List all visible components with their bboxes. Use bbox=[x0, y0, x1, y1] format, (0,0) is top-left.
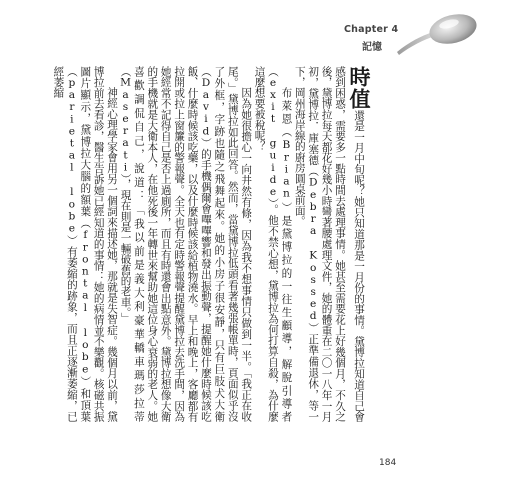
page-number: 184 bbox=[379, 458, 397, 468]
paragraph: 因為她很擔心一向井然有條，因為我不想事情只做到一半。「我正在收尾。」黛博拉如此回答。然而，當黛博拉低頭看著幾張帳單時，頁面似乎沒了外框，字跡也隨之飛舞起來。她的小房子很安靜，只有巨肢犬大衛（David）的手機偶爾會嗶嗶響和發出振動聲，提醒她什麼時候該吃飯、什麼時候該吃藥，以及什麼時候該給植物澆水。早上和晚上，客廳都有拉開或拉上窗簾的警報聲。全天也有定時警報聲提醒黛博拉去洗手間，因為她經常不記得自己是否上過廁所，而且有時還會出點意外。黛博拉想像大衛的手機就是大衛本人，在他死後一年轉世來幫助她這位身心衰弱的老人。她喜歡調侃自己，說道：「我以前是義大利豪華轎車瑪莎拉蒂（Maserati），現在則是一輛破舊的老車。」 bbox=[119, 66, 253, 422]
opening-paragraph bbox=[292, 66, 372, 422]
chapter-label: Chapter 4 bbox=[344, 24, 399, 35]
chapter-title: 記憶 bbox=[362, 42, 382, 53]
paragraph-text: 還是一月中旬呢？她只知道那是一月份的事情。黛博拉知道自己會感到困惑，需要多一點時間去處理事情。她甚至需要花上好幾個月，不久之後，黛博拉每天都花好幾小時彎著腰處理文件，她的體重在二〇一八年一月初，黛博拉．庫塞德（Debra Kossed）正準備退休，等一下，岡州海岸線的廚房圓桌前面。 bbox=[293, 66, 365, 422]
chapter-body bbox=[52, 66, 372, 422]
paragraph: 布萊恩（Brian）是黛博拉的一往生顧導，解脫引導者（exit guide）。他不禁心想，黛博拉為何打算自殺，為什麼這麼想要被稅呢？ bbox=[253, 66, 293, 422]
paragraph: 神經心理學家會用另一個詞來描述她，那就是失智症。幾個月以前，黛博拉前去看診，醫生告訴她已經知道的事情：她的病情並不樂觀。核磁共振圖片顯示，黛博拉大腦的額葉（frontal lobe）和頂葉（parietal lobe）有萎縮的跡象，而且正逐漸萎縮，已經萎縮 bbox=[52, 66, 119, 422]
section-title: 時值 bbox=[347, 66, 371, 111]
spoon-icon bbox=[395, 12, 485, 56]
